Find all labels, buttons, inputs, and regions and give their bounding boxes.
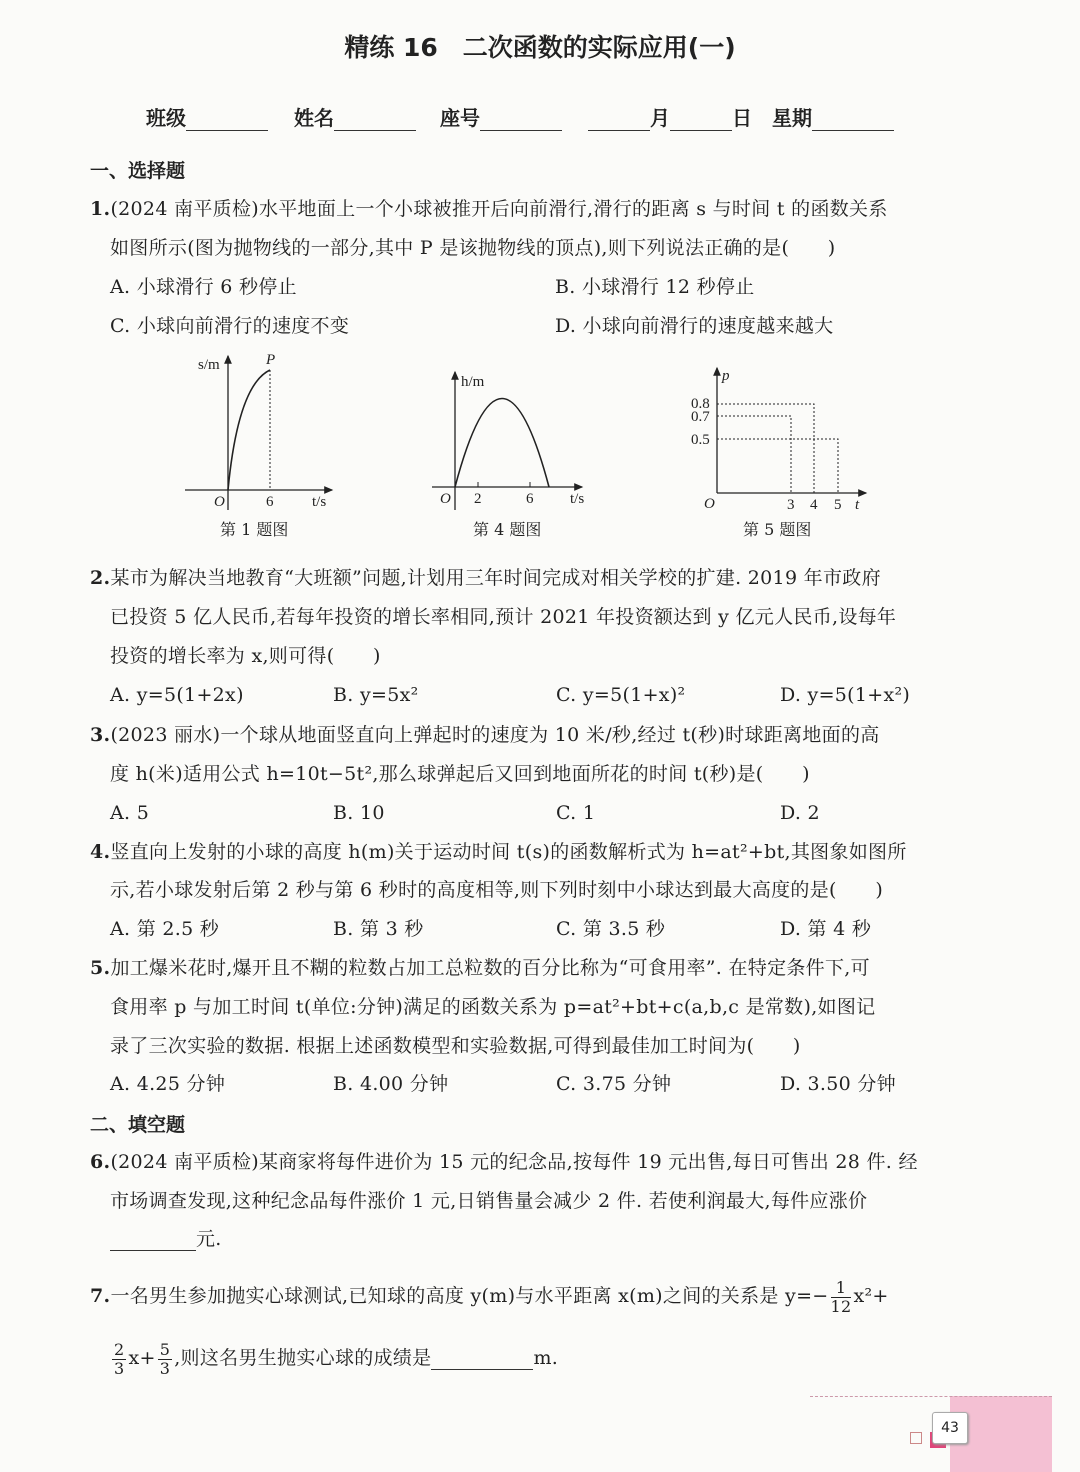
fig5-xlabel: t	[855, 497, 860, 513]
fraction-5-3: $\frac{5}{3}$	[159, 1339, 171, 1378]
q5-option-a: A. 4.25 分钟	[110, 1073, 226, 1095]
figure-5	[691, 368, 866, 513]
q7-answer-blank[interactable]	[431, 1349, 533, 1370]
q4-line-1: 4.竖直向上发射的小球的高度 h(m)关于运动时间 t(s)的函数解析式为 h=at²+bt,其图象如图所	[90, 841, 907, 863]
q6-line-1: 6.(2024 南平质检)某商家将每件进价为 15 元的纪念品,按每件 19 元出售,每日可售出 28 件. 经	[90, 1151, 918, 1173]
q3-option-d: D. 2	[780, 802, 820, 824]
q2-option-c: C. y=5(1+x)²	[556, 684, 686, 706]
q2-line-2: 已投资 5 亿人民币,若每年投资的增长率相同,预计 2021 年投资额达到 y 亿元人民币,设每年	[110, 606, 897, 628]
fig5-xtick-3: 3	[787, 497, 795, 513]
fig4-origin: O	[440, 491, 451, 507]
page-title: 精练 16 二次函数的实际应用(一)	[344, 33, 736, 62]
fig1-caption: 第 1 题图	[220, 520, 289, 539]
q5-line-2: 食用率 p 与加工时间 t(单位:分钟)满足的函数关系为 p=at²+bt+c(a,b,c 是常数),如图记	[110, 996, 876, 1018]
q4-option-d: D. 第 4 秒	[780, 918, 872, 940]
fig4-xtick-2: 2	[474, 491, 482, 507]
q2-line-1: 2.某市为解决当地教育“大班额”问题,计划用三年时间完成对相关学校的扩建. 2019 年市政府	[90, 567, 881, 589]
q1-option-d: D. 小球向前滑行的速度越来越大	[555, 315, 834, 337]
fig1-xlabel: t/s	[312, 494, 327, 510]
fraction-1-12: $\frac{1}{12}$	[830, 1277, 852, 1316]
weekday-label: 星期	[772, 106, 812, 130]
q4-option-b: B. 第 3 秒	[333, 918, 424, 940]
q4-option-c: C. 第 3.5 秒	[556, 918, 666, 940]
fig5-ytick-05: 0.5	[691, 432, 710, 448]
q4-line-2: 示,若小球发射后第 2 秒与第 6 秒时的高度相等,则下列时刻中小球达到最大高度的是( )	[110, 879, 884, 901]
fig4-caption: 第 4 题图	[473, 520, 542, 539]
fig1-point-p: P	[266, 352, 276, 368]
footer-rule	[810, 1396, 1052, 1397]
q6-answer-blank[interactable]	[110, 1230, 196, 1251]
q2-option-d: D. y=5(1+x²)	[780, 684, 911, 706]
day-label: 日	[732, 106, 752, 130]
q2-option-a: A. y=5(1+2x)	[110, 684, 244, 706]
q6-line-2: 市场调查发现,这种纪念品每件涨价 1 元,日销售量会减少 2 件. 若使利润最大,每件应涨价	[110, 1190, 868, 1212]
q3-line-1: 3.(2023 丽水)一个球从地面竖直向上弹起时的速度为 10 米/秒,经过 t(秒)时球距离地面的高	[90, 724, 880, 746]
fig5-ylabel: p	[722, 368, 730, 384]
q1-option-b: B. 小球滑行 12 秒停止	[555, 276, 755, 298]
figure-4	[432, 372, 584, 510]
class-label: 班级	[146, 106, 186, 130]
fig5-xtick-5: 5	[834, 497, 842, 513]
fig5-ytick-08: 0.8	[691, 396, 710, 412]
fig4-xtick-6: 6	[526, 491, 534, 507]
fig5-dashed-guides	[717, 404, 838, 493]
q5-line-1: 5.加工爆米花时,爆开且不糊的粒数占加工总粒数的百分比称为“可食用率”. 在特定条件下,可	[90, 957, 870, 979]
figures-svg	[0, 0, 1080, 560]
footer-square-icon	[910, 1432, 922, 1444]
fig1-ylabel: s/m	[198, 357, 220, 373]
q3-line-2: 度 h(米)适用公式 h=10t−5t²,那么球弹起后又回到地面所花的时间 t(秒)是( )	[110, 763, 810, 785]
fig1-xtick: 6	[266, 494, 274, 510]
fig1-origin: O	[214, 494, 225, 510]
fig4-xlabel: t/s	[570, 491, 585, 507]
q1-line-2: 如图所示(图为抛物线的一部分,其中 P 是该抛物线的顶点),则下列说法正确的是( )	[110, 237, 836, 259]
q7-line-2: $\frac{2}{3}$ x+ $\frac{5}{3}$ ,则这名男生抛实心球的成绩是 m.	[114, 1339, 559, 1378]
q2-line-3: 投资的增长率为 x,则可得( )	[110, 645, 381, 667]
fraction-2-3: $\frac{2}{3}$	[114, 1339, 125, 1378]
q5-option-b: B. 4.00 分钟	[333, 1073, 449, 1095]
seat-label: 座号	[440, 106, 480, 130]
month-label: 月	[650, 106, 670, 130]
q4-option-a: A. 第 2.5 秒	[110, 918, 220, 940]
fig5-xtick-4: 4	[810, 497, 818, 513]
fig5-ytick-07: 0.7	[691, 409, 710, 425]
q1-line-1: 1.(2024 南平质检)水平地面上一个小球被推开后向前滑行,滑行的距离 s 与时间 t 的函数关系	[90, 198, 888, 220]
q3-option-b: B. 10	[333, 802, 385, 824]
q5-option-d: D. 3.50 分钟	[780, 1073, 896, 1095]
q1-option-a: A. 小球滑行 6 秒停止	[110, 276, 297, 298]
name-label: 姓名	[294, 106, 334, 130]
figure-1	[185, 352, 332, 510]
section-choice: 一、选择题	[90, 160, 186, 182]
fig1-curve	[228, 370, 270, 490]
fig4-parabola	[455, 399, 549, 488]
q5-option-c: C. 3.75 分钟	[556, 1073, 672, 1095]
q3-option-c: C. 1	[556, 802, 596, 824]
q7-line-1: 7.一名男生参加抛实心球测试,已知球的高度 y(m)与水平距离 x(m)之间的关系是 y=− $\frac{1}{12}$ x²+	[90, 1277, 889, 1316]
page-number: 43	[932, 1412, 968, 1444]
q3-option-a: A. 5	[110, 802, 150, 824]
q2-option-b: B. y=5x²	[333, 684, 419, 706]
fig5-caption: 第 5 题图	[743, 520, 812, 539]
q5-line-3: 录了三次实验的数据. 根据上述函数模型和实验数据,可得到最佳加工时间为( )	[110, 1035, 801, 1057]
fig4-ylabel: h/m	[461, 374, 485, 390]
section-fill: 二、填空题	[90, 1114, 186, 1136]
fig5-origin: O	[704, 496, 715, 512]
q1-option-c: C. 小球向前滑行的速度不变	[110, 315, 350, 337]
q6-line-3: 元.	[110, 1227, 222, 1251]
